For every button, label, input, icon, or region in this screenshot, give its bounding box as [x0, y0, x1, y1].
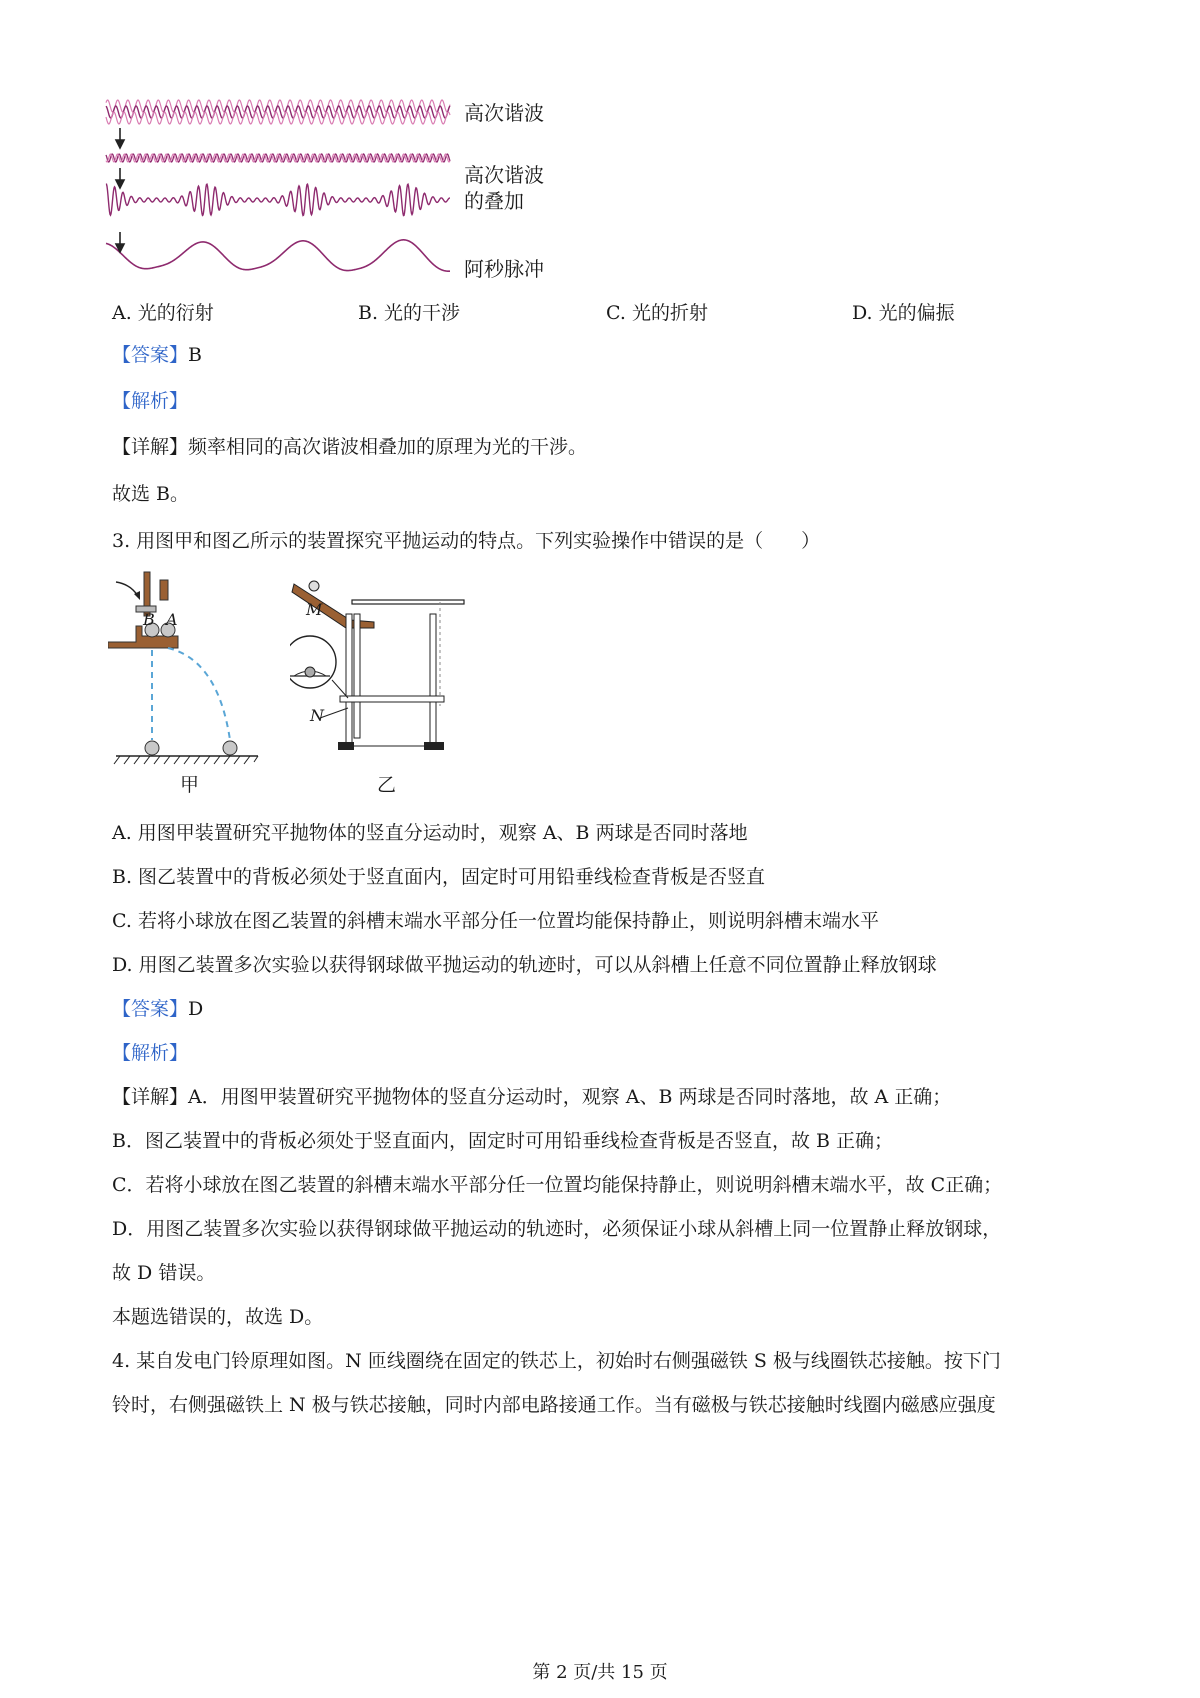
figure-jia-apparatus — [108, 570, 278, 800]
label-ball-a: A — [166, 610, 178, 629]
q2-answer: B — [188, 344, 202, 366]
wave-label-harmonic-sum-1: 高次谐波 — [464, 163, 544, 187]
down-arrow-icon — [116, 128, 124, 252]
q2-option-b: B. 光的干涉 — [358, 302, 461, 324]
analysis-tag: 【解析】 — [112, 1042, 189, 1064]
q3-option-a: A. 用图甲装置研究平抛物体的竖直分运动时，观察 A、B 两球是否同时落地 — [112, 822, 748, 844]
label-rod-n: N — [310, 706, 324, 725]
attosecond-pulse-wave — [106, 240, 450, 271]
q3-stem: 3. 用图甲和图乙所示的装置探究平抛运动的特点。下列实验操作中错误的是（ ） — [112, 530, 821, 552]
figure-jia-caption: 甲 — [180, 774, 200, 796]
q3-detail-a: A．用图甲装置研究平抛物体的竖直分运动时，观察 A、B 两球是否同时落地，故 A 正确； — [188, 1086, 952, 1108]
q4-stem-line-1: 4. 某自发电门铃原理如图。N 匝线圈绕在固定的铁芯上，初始时右侧强磁铁 S 极与线圈铁芯接触。按下门 — [112, 1350, 1001, 1372]
detail-tag: 【详解】 — [112, 1086, 189, 1108]
q2-analysis-line — [112, 388, 188, 414]
q3-detail-line-b: B．图乙装置中的背板必须处于竖直面内，固定时可用铅垂线检查背板是否竖直，故 B 正确； — [112, 1130, 894, 1152]
q3-option-d: D. 用图乙装置多次实验以获得钢球做平抛运动的轨迹时，可以从斜槽上任意不同位置静止释放钢球 — [112, 954, 937, 976]
figure-yi-caption: 乙 — [377, 774, 397, 796]
q2-option-c: C. 光的折射 — [606, 302, 708, 324]
q3-detail-line-d: D．用图乙装置多次实验以获得钢球做平抛运动的轨迹时，必须保证小球从斜槽上同一位置静止释放钢球， — [112, 1218, 1002, 1240]
q3-option-b: B. 图乙装置中的背板必须处于竖直面内，固定时可用铅垂线检查背板是否竖直 — [112, 866, 766, 888]
q4-stem-line-2: 铃时，右侧强磁铁上 N 极与铁芯接触，同时内部电路接通工作。当有磁极与铁芯接触时线圈内磁感应强度 — [112, 1394, 996, 1416]
q3-detail-line-d-cont: 故 D 错误。 — [112, 1262, 216, 1284]
wave-label-harmonic-sum-2: 的叠加 — [464, 189, 524, 213]
q3-answer: D — [188, 998, 204, 1020]
q3-conclusion: 本题选错误的，故选 D。 — [112, 1306, 324, 1328]
q3-detail-line-c: C．若将小球放在图乙装置的斜槽末端水平部分任一位置均能保持静止，则说明斜槽末端水平，故 C正确； — [112, 1174, 1003, 1196]
label-ball-b: B — [143, 610, 155, 629]
analysis-tag: 【解析】 — [112, 390, 189, 412]
label-chute-m: M — [306, 600, 323, 619]
q2-detail: 频率相同的高次谐波相叠加的原理为光的干涉。 — [188, 436, 588, 458]
q2-answer-line — [112, 342, 202, 368]
q3-analysis-line — [112, 1040, 188, 1066]
q2-option-d: D. 光的偏振 — [852, 302, 955, 324]
q3-detail-line-a — [112, 1084, 951, 1110]
answer-tag: 【答案】 — [112, 998, 189, 1020]
q2-option-a: A. 光的衍射 — [112, 302, 214, 324]
q3-option-c: C. 若将小球放在图乙装置的斜槽末端水平部分任一位置均能保持静止，则说明斜槽末端水平 — [112, 910, 879, 932]
wave-label-attosecond-pulse: 阿秒脉冲 — [464, 257, 544, 281]
harmonic-wave-3 — [106, 112, 450, 124]
superposition-wave — [106, 184, 450, 215]
detail-tag: 【详解】 — [112, 436, 189, 458]
q2-conclusion: 故选 B。 — [112, 483, 190, 505]
wave-label-harmonic: 高次谐波 — [464, 101, 544, 125]
harmonic-wave-figure — [100, 92, 460, 292]
page-footer: 第 2 页/共 15 页 — [532, 1662, 668, 1683]
q2-detail-line — [112, 434, 587, 460]
q3-answer-line — [112, 996, 203, 1022]
answer-tag: 【答案】 — [112, 344, 189, 366]
